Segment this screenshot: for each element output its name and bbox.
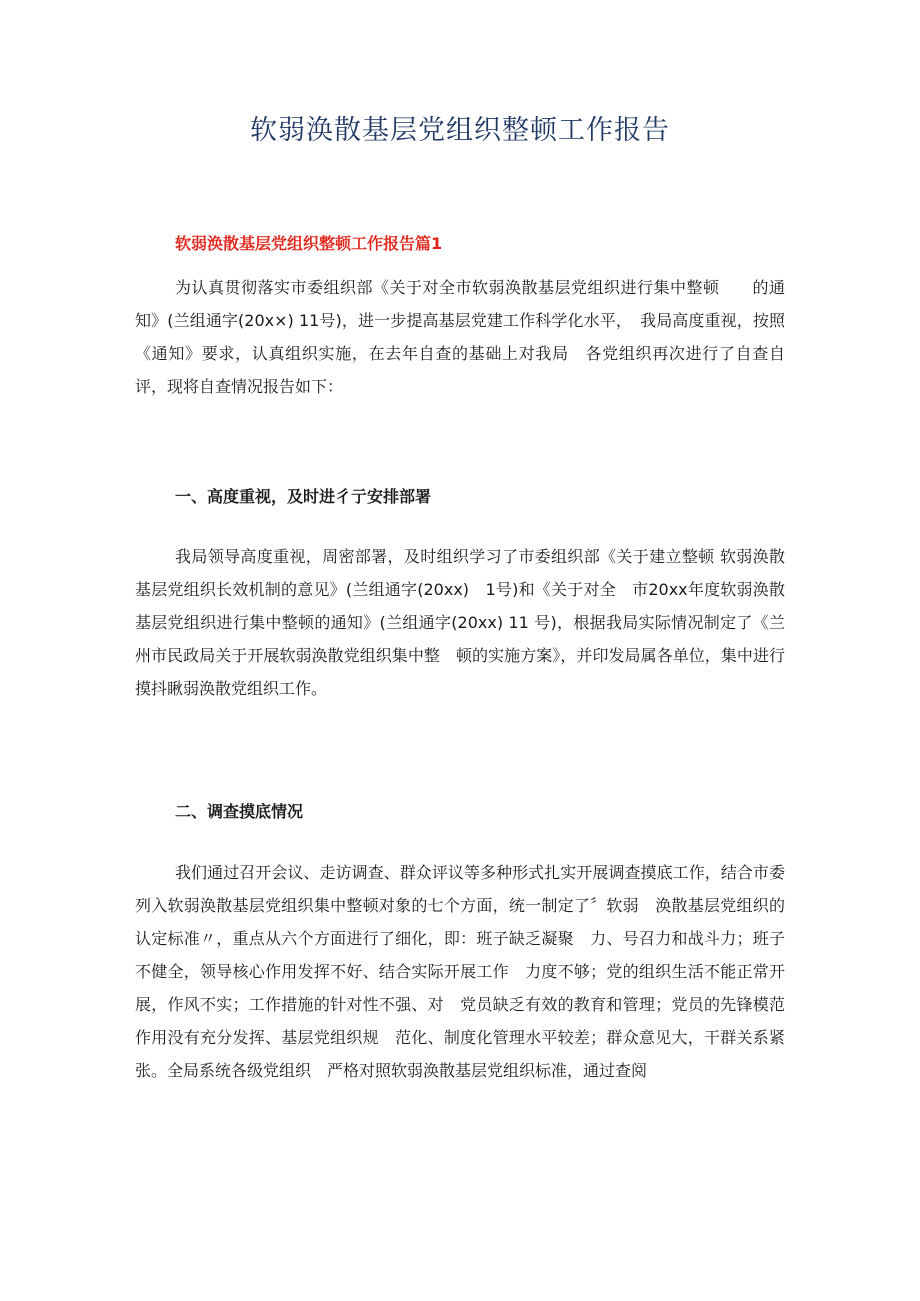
section-body-2: 我们通过召开会议、走访调查、群众评议等多种形式扎实开展调查摸底工作，结合市委列入软弱涣散基层党组织集中整顿对象的七个方面，统一制定了〞软弱 涣散基层党组织的认定标准〃，重点从六个方面进行了细化，即：班子缺乏凝聚 力、号召力和战斗力；班子不健全，领导核心作用发挥不好、结合实际开展工作 力度不够；党的组织生活不能正常开展，作风不实；工作措施的针对性不强、对 党员缺乏有效的教育和管理；党员的先锋模范作用没有充分发挥、基层党组织规 范化、制度化管理水平较差；群众意见大，干群关系紧张。全局系统各级党组织 严格对照软弱涣散基层党组织标准，通过查阅 — [135, 863, 785, 1080]
report-subtitle: 软弱涣散基层党组织整顿工作报告篇1 — [175, 234, 443, 253]
section-heading-2: 二、调查摸底情况 — [175, 802, 304, 821]
document-title: 软弱涣散基层党组织整顿工作报告 — [250, 115, 670, 146]
section-heading-1: 一、高度重视，及时进彳亍安排部署 — [175, 487, 432, 506]
section-body-1: 我局领导高度重视，周密部署，及时组织学习了市委组织部《关于建立整顿 软弱涣散基层党组织长效机制的意见》(兰组通字(20xx) 1号)和《关于对全 市20xx年度软弱涣散基层党组织进行集中整顿的通知》(兰组通字(20xx) 11 号)，根据我局实际情况制定了《兰州市民政局关于开展软弱涣散党组织集中整 顿的实施方案》，并印发局属各单位，集中进行摸抖瞅弱涣散党组织工作。 — [135, 547, 785, 698]
intro-paragraph: 为认真贯彻落实市委组织部《关于对全市软弱涣散基层党组织进行集中整顿 的通知》(兰组通字(20x×) 11号)，进一步提高基层党建工作科学化水平， 我局高度重视，按照《通知》要求，认真组织实施，在去年自查的基础上对我局 各党组织再次进行了自查自评，现将自查情况报告如下： — [135, 278, 785, 396]
